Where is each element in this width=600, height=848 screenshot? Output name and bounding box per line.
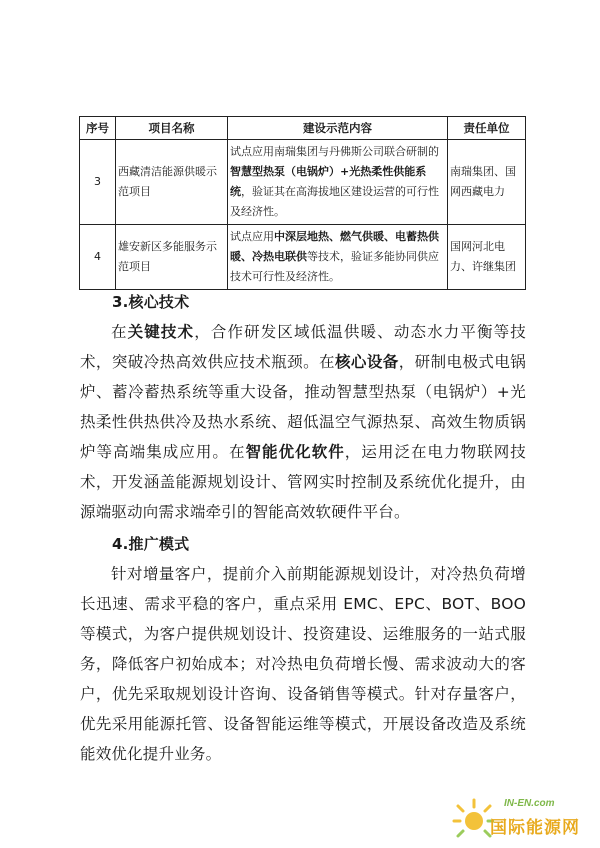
- bold-run: 智能优化软件: [245, 443, 345, 461]
- content-bold: 智慧型热泵（电锅炉）+光热柔性供能系统: [230, 165, 427, 198]
- text-run: ，运用泛在电力物联网技术，开发涵盖能源规划设计、管网实时控制及系统优化提升，由源端驱动向需求端牵引的智能高效软硬件平台。: [80, 443, 526, 521]
- content-text: ，验证其在高海拔地区建设运营的可行性及经济性。: [230, 185, 439, 218]
- table-row: [80, 225, 526, 290]
- section-core-technology: [80, 287, 526, 527]
- bold-run: 核心设备: [334, 353, 399, 371]
- project-content: [228, 225, 448, 290]
- project-table: [79, 116, 526, 290]
- project-name: 西藏清洁能源供暖示范项目: [116, 140, 228, 225]
- responsible-unit: 国网河北电力、许继集团: [448, 225, 526, 290]
- watermark-en: IN-EN.com: [504, 798, 555, 809]
- content-text: 试点应用: [230, 230, 274, 243]
- section-heading: 4.推广模式: [112, 535, 190, 553]
- header-seq: 序号: [80, 117, 116, 140]
- section-promotion-model: [80, 529, 526, 769]
- sun-logo-icon: [452, 795, 494, 841]
- content-bold: 中深层地热、燃气供暖、电蓄热供暖、冷热电联供: [230, 230, 439, 263]
- watermark-cn: 国际能源网: [490, 818, 580, 838]
- row-number: 4: [80, 225, 116, 290]
- row-number: 3: [80, 140, 116, 225]
- paragraph: [80, 317, 526, 527]
- text-run: 在: [111, 323, 128, 341]
- section-heading: 3.核心技术: [112, 293, 190, 311]
- text-run: ，合作研发区域低温供暖、动态水力平衡等技术，突破冷热高效供应技术瓶颈。在: [80, 323, 526, 371]
- table-row: [80, 140, 526, 225]
- project-name: 雄安新区多能服务示范项目: [116, 225, 228, 290]
- bold-run: 关键技术: [127, 323, 195, 341]
- watermark-logo: [452, 793, 597, 843]
- project-content: [228, 140, 448, 225]
- paragraph: 针对增量客户，提前介入前期能源规划设计，对冷热负荷增长迅速、需求平稳的客户，重点采用 EMC、EPC、BOT、BOO 等模式，为客户提供规划设计、投资建设、运维服务的一站式服务，降低客户初始成本；对冷热电负荷增长慢、需求波动大的客户，优先采取规划设计咨询、设备销售等模式。针对存量客户，优先采用能源托管、设备智能运维等模式，开展设备改造及系统能效优化提升业务。: [80, 565, 526, 763]
- header-name: 项目名称: [116, 117, 228, 140]
- table-header-row: [80, 117, 526, 140]
- content-text: 试点应用南瑞集团与丹佛斯公司联合研制的: [230, 145, 439, 158]
- text-run: ，研制电极式电锅炉、蓄冷蓄热系统等重大设备，推动智慧型热泵（电锅炉）+光热柔性供热供冷及热水系统、超低温空气源热泵、高效生物质锅炉等高端集成应用。在: [80, 353, 526, 461]
- content-text: 等技术，验证多能协同供应技术可行性及经济性。: [230, 250, 439, 283]
- header-unit: 责任单位: [448, 117, 526, 140]
- responsible-unit: 南瑞集团、国网西藏电力: [448, 140, 526, 225]
- header-content: 建设示范内容: [228, 117, 448, 140]
